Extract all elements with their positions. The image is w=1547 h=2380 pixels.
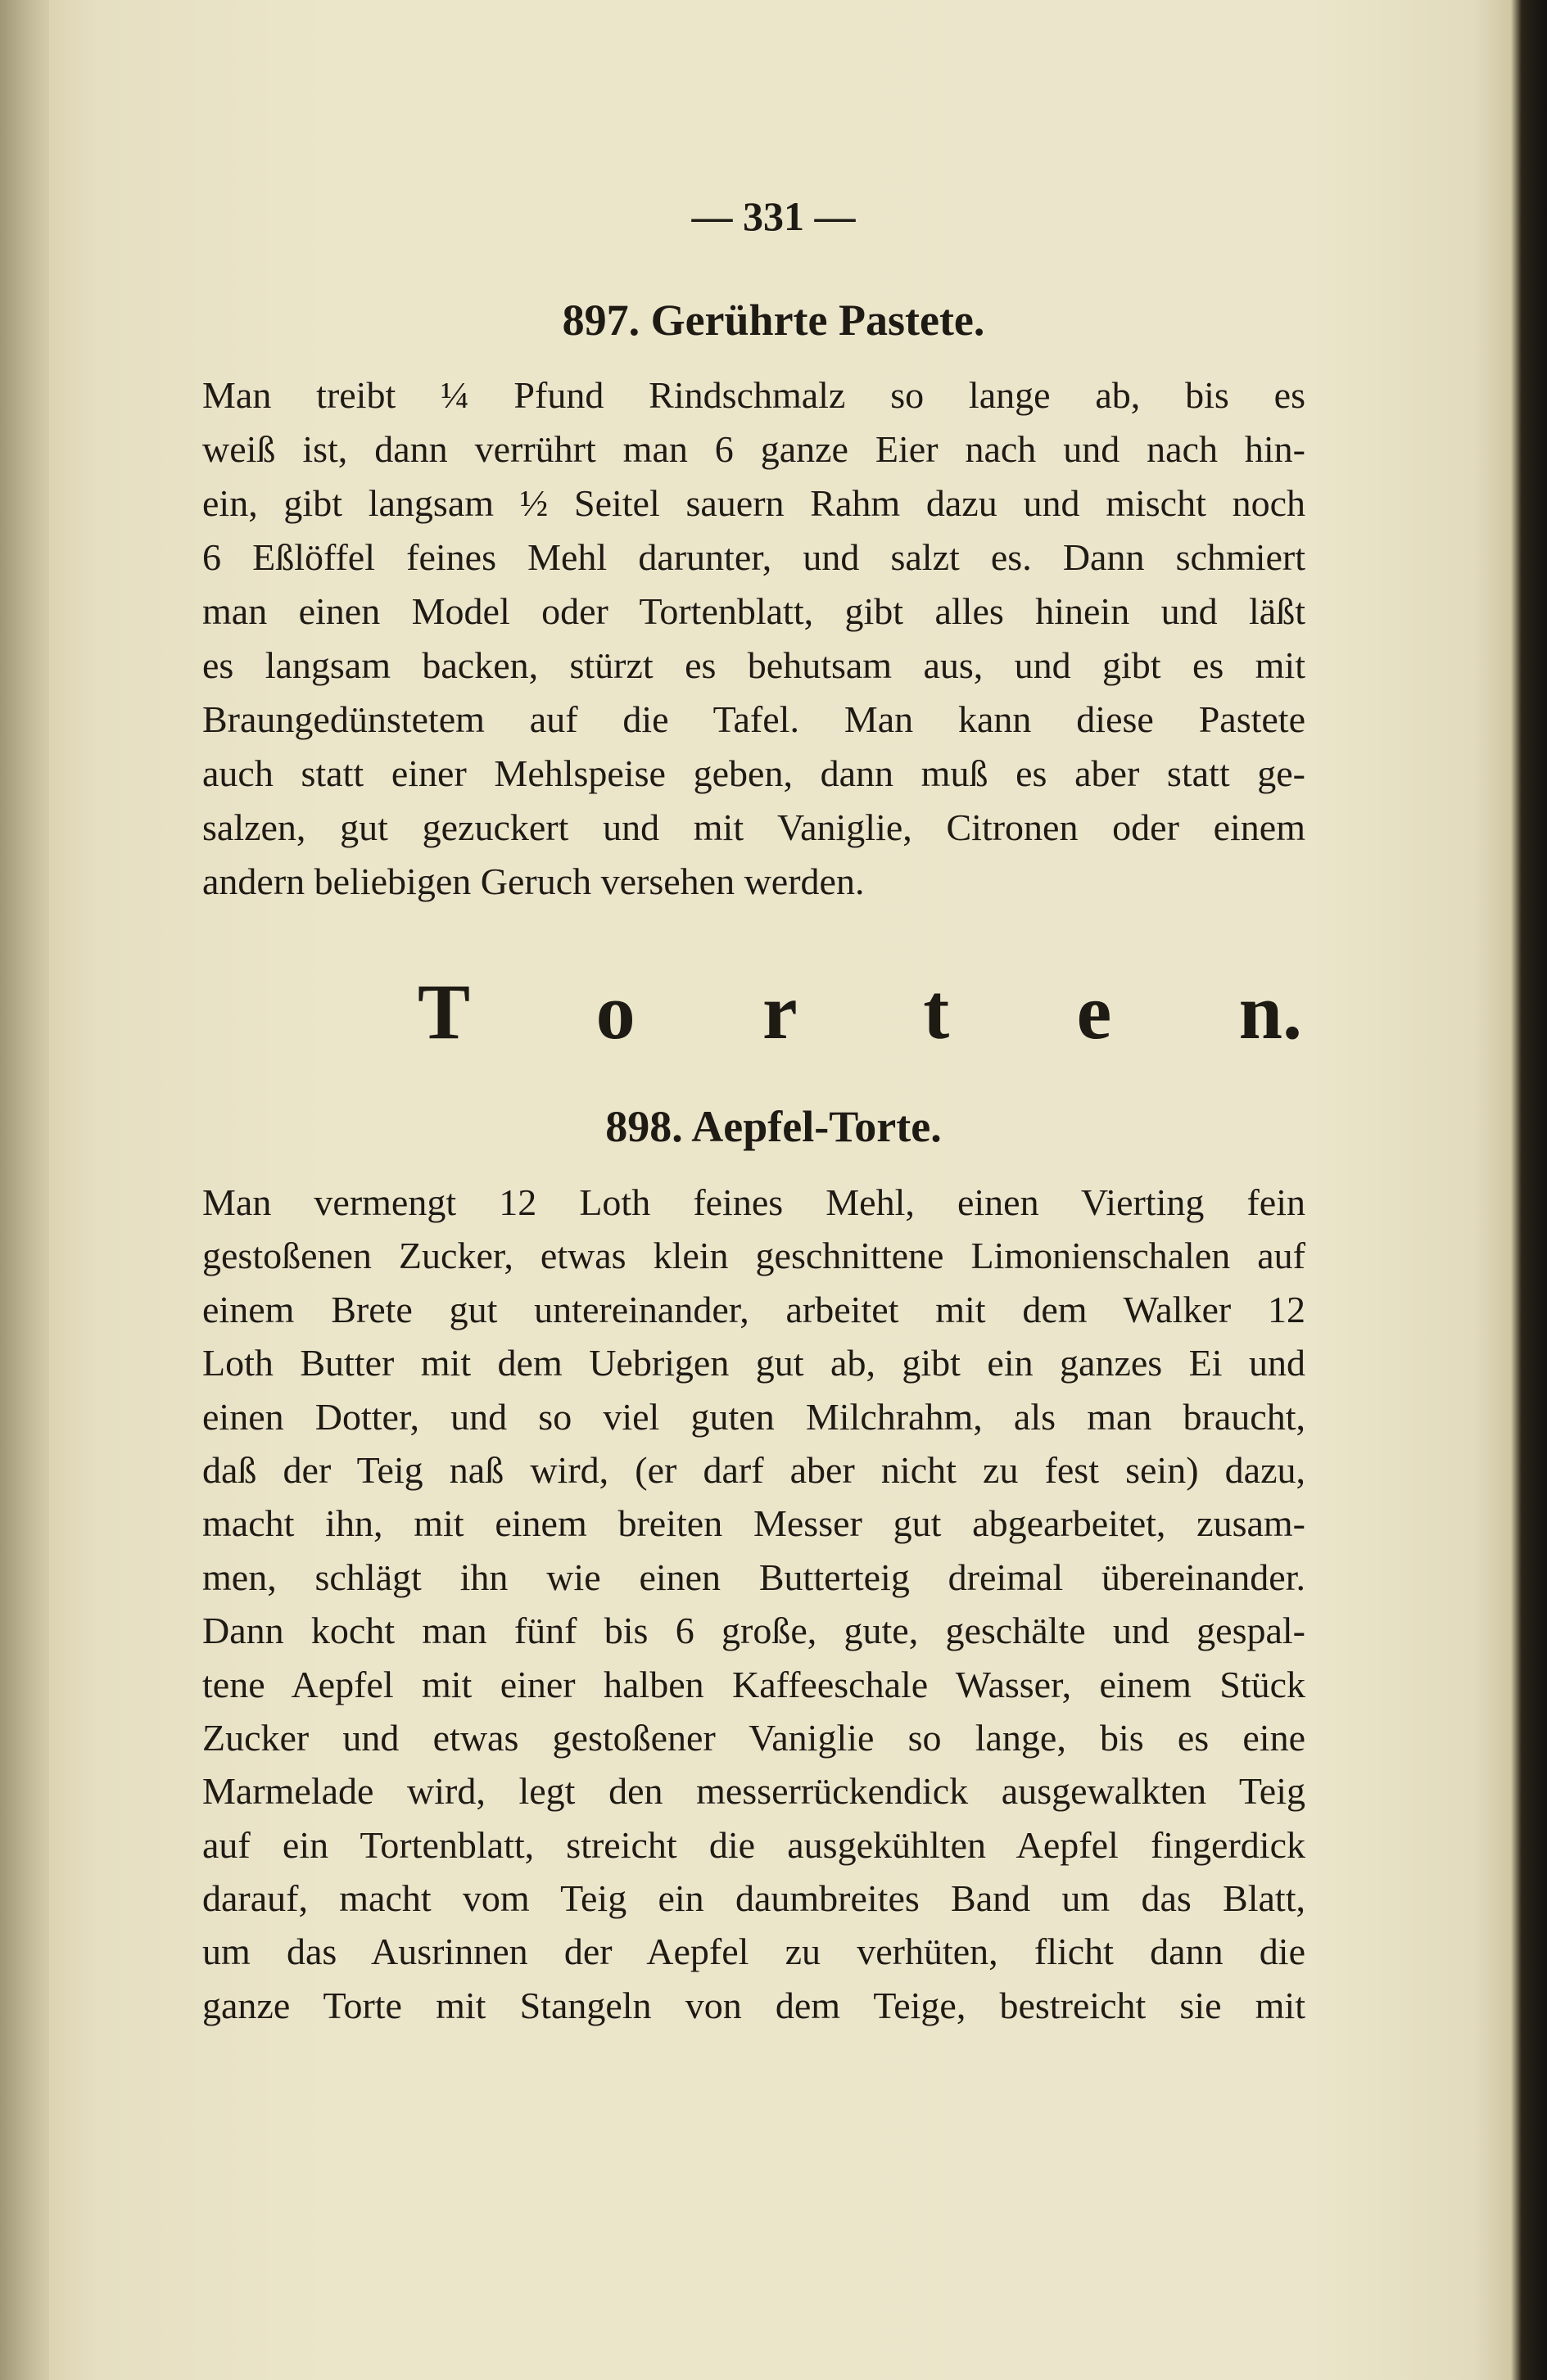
text-line: salzen, gut gezuckert und mit Vaniglie, Citronen oder einem: [202, 806, 1305, 848]
text-line: ganze Torte mit Stangeln von dem Teige, bestreicht sie mit: [202, 1984, 1305, 2026]
text-line: einem Brete gut untereinander, arbeitet mit dem Walker 12: [202, 1288, 1305, 1330]
recipe-897-title: 897. Gerührte Pastete.: [562, 296, 985, 345]
text-line: Dann kocht man fünf bis 6 große, gute, geschälte und gespal-: [202, 1610, 1305, 1652]
recipe-898-title: 898. Aepfel-Torte.: [605, 1102, 942, 1151]
page-number: — 331 —: [691, 193, 856, 239]
recipe-897-text: [202, 368, 1305, 909]
text-line: tene Aepfel mit einer halben Kaffeeschale Wasser, einem Stück: [202, 1663, 1305, 1705]
text-line: Loth Butter mit dem Uebrigen gut ab, gibt ein ganzes Ei und: [202, 1342, 1305, 1384]
text-line: andern beliebigen Geruch versehen werden.: [202, 860, 865, 902]
text-line: um das Ausrinnen der Aepfel zu verhüten, flicht dann die: [202, 1931, 1305, 1973]
text-line: men, schlägt ihn wie einen Butterteig dreimal übereinander.: [202, 1556, 1305, 1598]
book-gutter: [0, 0, 49, 2380]
text-line: Braungedünstetem auf die Tafel. Man kann diese Pastete: [202, 698, 1305, 740]
text-line: Man vermengt 12 Loth feines Mehl, einen Vierting fein: [202, 1181, 1305, 1223]
text-line: ein, gibt langsam ½ Seitel sauern Rahm dazu und mischt noch: [202, 482, 1305, 524]
text-line: man einen Model oder Tortenblatt, gibt alles hinein und läßt: [202, 590, 1305, 632]
text-line: Zucker und etwas gestoßener Vaniglie so lange, bis es eine: [202, 1716, 1305, 1759]
text-line: Marmelade wird, legt den messerrückendick ausgewalkten Teig: [202, 1770, 1305, 1813]
text-line: gestoßenen Zucker, etwas klein geschnittene Limonienschalen auf: [202, 1235, 1305, 1277]
text-line: weiß ist, dann verrührt man 6 ganze Eier nach und nach hin-: [202, 428, 1305, 470]
text-line: auf ein Tortenblatt, streicht die ausgekühlten Aepfel fingerdick: [202, 1823, 1305, 1866]
text-line: daß der Teig naß wird, (er darf aber nicht zu fest sein) dazu,: [202, 1448, 1305, 1491]
recipe-898-text: [202, 1176, 1305, 2032]
text-line: auch statt einer Mehlspeise geben, dann muß es aber statt ge-: [202, 752, 1305, 794]
text-line: 6 Eßlöffel feines Mehl darunter, und salzt es. Dann schmiert: [202, 536, 1305, 578]
text-line: es langsam backen, stürzt es behutsam aus, und gibt es mit: [202, 644, 1305, 686]
section-heading: T o r t e n.: [418, 968, 1302, 1055]
text-line: darauf, macht vom Teig ein daumbreites Band um das Blatt,: [202, 1877, 1305, 1920]
text-line: Man treibt ¼ Pfund Rindschmalz so lange ab, bis es: [202, 374, 1305, 416]
text-line: macht ihn, mit einem breiten Messer gut abgearbeitet, zusam-: [202, 1502, 1305, 1545]
text-line: einen Dotter, und so viel guten Milchrahm, als man braucht,: [202, 1395, 1305, 1438]
